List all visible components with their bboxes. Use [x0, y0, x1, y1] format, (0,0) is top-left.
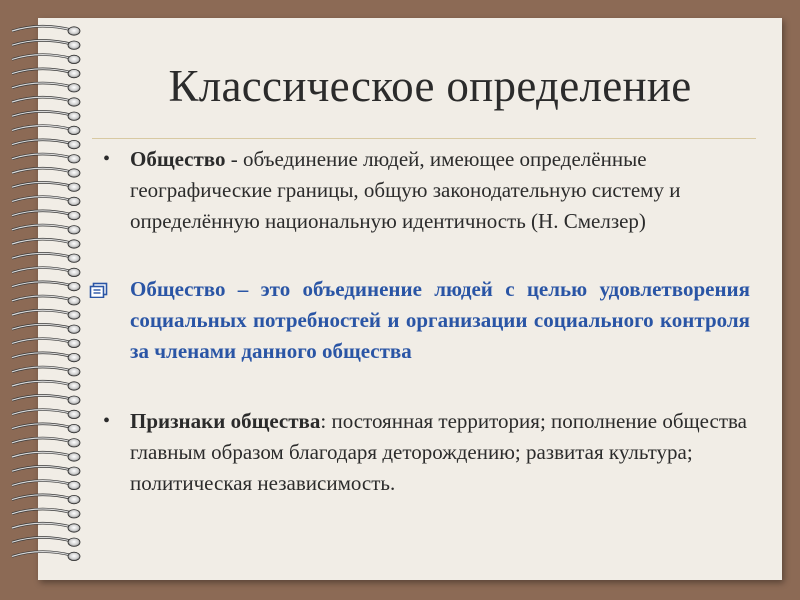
bullet-term: Признаки общества: [130, 409, 321, 433]
bullet-dot-icon: •: [103, 148, 111, 170]
spiral-ring: [12, 296, 80, 305]
spiral-ring: [12, 83, 80, 92]
spiral-ring: [12, 239, 80, 248]
spiral-ring: [12, 253, 80, 262]
spiral-ring: [12, 523, 80, 532]
spiral-ring: [12, 126, 80, 135]
spiral-ring: [12, 481, 80, 490]
spiral-ring: [12, 438, 80, 447]
spiral-ring: [12, 537, 80, 546]
spiral-ring: [12, 310, 80, 319]
bullet-society-definition-smelser: [103, 144, 750, 237]
spiral-ring: [12, 282, 80, 291]
bullet-dot-icon: •: [103, 410, 111, 432]
spiral-ring: [12, 69, 80, 78]
bullet-society-definition-needs: [130, 274, 750, 367]
bullet-text: – это объединение людей с целью удовлетворения социальных потребностей и организации социального контроля за членами данного общества: [130, 277, 750, 363]
spiral-ring: [12, 424, 80, 433]
slide-title: Классическое определение: [168, 61, 692, 111]
spiral-ring: [12, 26, 80, 35]
spiral-ring: [12, 552, 80, 561]
spiral-ring: [12, 97, 80, 106]
spiral-ring: [12, 367, 80, 376]
spiral-ring: [12, 154, 80, 163]
spiral-ring: [12, 40, 80, 49]
bullet-society-features: [103, 406, 750, 499]
spiral-ring: [12, 268, 80, 277]
spiral-ring: [12, 140, 80, 149]
spiral-ring: [12, 111, 80, 120]
title-divider: [92, 138, 756, 139]
bullet-text: - объединение людей, имеющее определённые географические границы, общую законодательную систему и определённую национальную идентичность (Н. Смелзер): [130, 147, 681, 233]
spiral-ring: [12, 55, 80, 64]
bullet-text: : постоянная территория; пополнение общества главным образом благодаря деторождению; развитая культура; политическая независимость.: [130, 409, 747, 495]
spiral-ring: [12, 466, 80, 475]
spiral-ring: [12, 211, 80, 220]
spiral-ring: [12, 339, 80, 348]
spiral-ring: [12, 495, 80, 504]
spiral-ring: [12, 168, 80, 177]
spiral-binding: [0, 22, 92, 582]
spiral-ring: [12, 452, 80, 461]
spiral-ring: [12, 324, 80, 333]
spiral-ring: [12, 509, 80, 518]
spiral-ring: [12, 381, 80, 390]
spiral-ring: [12, 197, 80, 206]
bullet-term: Общество: [130, 277, 226, 301]
bullet-term: Общество: [130, 147, 226, 171]
spiral-ring: [12, 410, 80, 419]
spiral-ring: [12, 182, 80, 191]
spiral-ring: [12, 225, 80, 234]
spiral-ring: [12, 395, 80, 404]
spiral-ring: [12, 353, 80, 362]
checkbox-bullet-icon: [89, 282, 109, 298]
